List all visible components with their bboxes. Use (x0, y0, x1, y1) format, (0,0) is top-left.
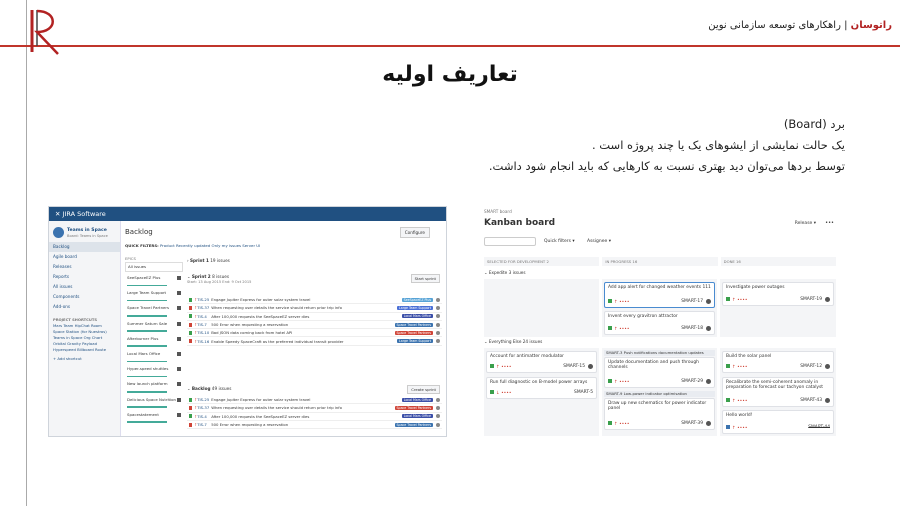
card-title: Run full diagnostic on B-model power arrays (490, 380, 588, 385)
start-sprint-button[interactable]: Start sprint (411, 274, 440, 283)
issue-row[interactable] (187, 329, 442, 337)
epic-checkbox[interactable] (177, 291, 181, 295)
brand-name: راتوسان (850, 20, 892, 31)
card-smart-43[interactable] (722, 377, 834, 407)
issue-key[interactable]: TIS-16 (197, 338, 210, 344)
sprint-1 (187, 257, 442, 267)
issue-summary: After 100,000 requests the SeeSpaceEZ server dies (211, 313, 310, 319)
sidebar-item-5[interactable]: Components (53, 294, 80, 299)
issue-key[interactable]: TIS-25 (197, 297, 210, 303)
epic-progress-bar (127, 406, 167, 408)
shortcuts-title: PROJECT SHORTCUTS (53, 318, 98, 322)
issue-summary: After 100,000 requests the SeeSpaceEZ server dies (211, 413, 310, 419)
priority-icon: ↑ •••• (732, 398, 748, 404)
shortcut-link[interactable]: Space Station (for Nuestros) (53, 329, 107, 334)
priority-icon: ↑ (194, 322, 198, 328)
backlog-name: Backlog (191, 386, 211, 391)
epic-checkbox[interactable] (177, 398, 181, 402)
sprint-2-name: Sprint 2 (191, 274, 211, 279)
r-logo-icon (28, 6, 64, 56)
issue-row[interactable] (187, 321, 442, 329)
card-smart-12[interactable] (722, 351, 834, 373)
issue-row[interactable] (187, 421, 442, 429)
epic-checkbox[interactable] (177, 382, 181, 386)
card-key: SMART-18 (681, 326, 703, 332)
priority-icon: ↑ •••• (732, 425, 748, 431)
backlog-count: 49 issues (211, 386, 232, 391)
brand-header (708, 20, 892, 31)
story-icon (490, 364, 494, 368)
issue-key[interactable]: TIS-10 (197, 330, 210, 336)
story-icon (726, 364, 730, 368)
card-key: SMART-29 (681, 379, 703, 385)
sidebar-item-4[interactable]: All issues (53, 284, 73, 289)
issue-row[interactable] (187, 304, 442, 312)
priority-icon: ↑ (194, 338, 198, 344)
card-smart-5[interactable] (486, 377, 597, 399)
priority-icon: ↑ •••• (614, 299, 630, 305)
epic-progress-bar (127, 300, 167, 302)
epics-header: EPICS (125, 256, 136, 261)
issue-key[interactable]: TIS-25 (197, 397, 210, 403)
epic-checkbox[interactable] (177, 413, 181, 417)
kanban-columns (484, 257, 836, 266)
jira-main (123, 221, 446, 436)
card-title: Invent every gravitron attractor (608, 314, 678, 319)
sidebar-item-6[interactable]: Add-ons (53, 304, 71, 309)
quick-filter-1[interactable]: Recently updated (176, 243, 211, 248)
epic-item[interactable] (125, 411, 183, 426)
epic-progress-bar (127, 285, 167, 287)
card-smart-44[interactable] (722, 410, 834, 434)
issue-summary: 500 Error when requesting a reservation (211, 422, 289, 428)
card-key: SMART-19 (800, 297, 822, 303)
body-line-1: یک حالت نمایشی از ایشوهای یک یا چند پروژه است . (591, 138, 845, 152)
issue-type-icon (189, 331, 192, 335)
epic-badge: Space Travel Partners (396, 405, 431, 410)
issue-summary: Bad JSON data coming back from hotel API (211, 330, 293, 336)
epic-checkbox[interactable] (177, 352, 181, 356)
avatar (706, 379, 711, 384)
avatar (588, 364, 593, 369)
quick-filter-3[interactable]: Server (242, 243, 256, 248)
card-key: SMART-44 (808, 425, 830, 431)
jira-app-title: JIRA Software (62, 210, 106, 218)
epic-badge: Space Travel Partners (396, 422, 431, 427)
avatar (825, 398, 830, 403)
card-title: Draw up new schematics for power indicator panel (608, 401, 707, 412)
card-key: SMART-15 (563, 364, 585, 370)
project-sub: Board: Teams in Space (67, 233, 108, 238)
epic-badge: Local Mars Office (403, 397, 431, 402)
issue-key[interactable]: TIS-4 (197, 313, 207, 319)
story-icon (608, 421, 612, 425)
issue-type-icon (189, 323, 192, 327)
priority-icon: ↑ •••• (732, 364, 748, 370)
issue-row[interactable] (187, 404, 442, 412)
issue-type-icon (189, 398, 192, 402)
priority-icon: ↑ (194, 405, 198, 411)
epic-progress-bar (127, 345, 167, 347)
epic-name: Spacestatement (127, 411, 159, 417)
sprint-2-count: 8 issues (212, 274, 229, 279)
brand-tagline: راهکارهای توسعه سازمانی نوین (708, 20, 841, 31)
story-icon (490, 390, 494, 394)
card-smart-15[interactable] (486, 351, 597, 373)
priority-icon: ↑ •••• (614, 326, 630, 332)
story-icon (608, 299, 612, 303)
term-heading: برد (Board) (783, 117, 845, 131)
avatar (825, 364, 830, 369)
issue-type-icon (189, 306, 192, 310)
header-red-rule (0, 45, 900, 47)
issue-row[interactable] (187, 296, 442, 304)
expedite-selected-area (484, 279, 599, 337)
issue-row[interactable] (187, 396, 442, 404)
slide-title: تعاریف اولیه (382, 62, 518, 87)
epic-checkbox[interactable] (177, 367, 181, 371)
issue-row[interactable] (187, 337, 442, 345)
epic-progress-bar (127, 315, 167, 317)
issue-type-icon (189, 423, 192, 427)
sidebar-item-0[interactable]: Backlog (49, 242, 120, 252)
epic-item[interactable] (125, 289, 183, 304)
assignee-avatar (436, 398, 440, 402)
kanban-breadcrumb[interactable]: SMART board (484, 209, 512, 214)
card-title: Add app alert for changed weather events 111 (608, 285, 711, 290)
epic-name: Summer Saturn Sale (127, 320, 168, 326)
story-icon (726, 297, 730, 301)
swimlane-expedite[interactable]: ⌄ Expedite 3 issues (484, 270, 526, 275)
issue-type-icon (189, 339, 192, 343)
shortcut-link[interactable]: Orbital Gravity Payload (53, 341, 97, 346)
issue-row[interactable] (187, 313, 442, 321)
jira-page-title: Backlog (125, 228, 153, 236)
epic-progress-bar (127, 421, 167, 423)
column-in-progress: IN PROGRESS 16 (602, 257, 717, 266)
brand-separator: | (844, 20, 848, 31)
epic-progress-bar (127, 330, 167, 332)
subtask-parent-smart-3[interactable]: SMART-3 Push notifications documentation updates (604, 350, 715, 356)
priority-icon: ↑ (194, 397, 198, 403)
kanban-board-screenshot (480, 206, 840, 437)
epic-name: Large Team Support (127, 290, 167, 296)
sprint-1-header: › Sprint 1 19 issues (187, 258, 230, 263)
card-title: Recalibrate the semi-coherent anomaly in preparation to forecast our tachyon catalyst (726, 380, 824, 391)
epic-name: Space Travel Partners (127, 305, 170, 311)
epic-badge: Large Team Support (398, 305, 431, 310)
priority-icon: ↑ (194, 413, 198, 419)
avatar (706, 299, 711, 304)
shortcut-link[interactable]: Hyperspeed Billboard Route (53, 347, 107, 352)
project-avatar (53, 227, 64, 238)
epic-checkbox[interactable] (177, 337, 181, 341)
epic-badge: Space Travel Partners (396, 322, 431, 327)
priority-icon: ↑ (194, 313, 198, 319)
card-key: SMART-12 (800, 364, 822, 370)
issue-summary: 500 Error when requesting a reservation (211, 322, 289, 328)
issue-key[interactable]: TIS-4 (197, 413, 207, 419)
epic-badge: SeeSpaceEZ Plus (403, 297, 431, 302)
issue-key[interactable]: TIS-37 (197, 305, 210, 311)
quick-filters-dropdown[interactable]: Quick filters ▾ (544, 239, 575, 244)
assignee-avatar (436, 306, 440, 310)
issue-type-icon (189, 406, 192, 410)
assignee-avatar (436, 406, 440, 410)
backlog-section (187, 385, 442, 429)
assignee-avatar (436, 339, 440, 343)
epic-progress-bar (127, 361, 167, 363)
quick-filters-label: QUICK FILTERS: (125, 243, 159, 248)
priority-icon: ↑ (194, 305, 198, 311)
avatar (706, 326, 711, 331)
epics-panel (125, 255, 183, 426)
jira-backlog-screenshot (48, 206, 447, 437)
issue-summary: Engage Jupiter Express for outer solar system travel (211, 397, 311, 403)
sidebar-item-3[interactable]: Reports (53, 274, 70, 279)
epic-item[interactable] (125, 380, 183, 395)
card-smart-18[interactable] (604, 311, 715, 335)
jira-nav (49, 242, 120, 312)
jira-project (49, 221, 120, 242)
epic-name: SeeSpaceEZ Plus (127, 275, 161, 280)
issue-summary: Enable Speedy SpaceCraft as the preferred individual transit provider (211, 338, 344, 344)
epic-name: Delicious Space Nutrition (127, 396, 177, 402)
jira-sidebar (49, 221, 121, 436)
jira-logo-icon: ✕ (55, 210, 63, 218)
epic-badge: Large Team Support (398, 339, 431, 344)
card-key: SMART-43 (800, 398, 822, 404)
shortcut-link[interactable]: Teams in Space Org Chart (53, 335, 103, 340)
priority-icon: ↑ •••• (614, 421, 630, 427)
epic-badge: Local Mars Office (403, 314, 431, 319)
epic-checkbox[interactable] (177, 306, 181, 310)
epic-name: Hyper-speed shuttles (127, 366, 169, 372)
swimlane-everything-else[interactable]: ⌄ Everything Else 24 issues (484, 339, 543, 344)
kanban-title: Kanban board (484, 218, 556, 228)
sprint-2-dates: Start: 13 Aug 2015 End: 9 Oct 2015 (187, 280, 252, 284)
task-icon (726, 425, 730, 429)
jira-app-bar (49, 207, 446, 221)
assignee-avatar (436, 314, 440, 318)
sidebar-item-2[interactable]: Releases (53, 264, 72, 269)
sprint-2 (187, 273, 442, 346)
card-smart-29[interactable] (604, 357, 715, 388)
assignee-avatar (436, 323, 440, 327)
issue-summary: When requesting user details the service should return prior trip info (211, 405, 342, 411)
quick-filter-2[interactable]: Only my issues (211, 243, 242, 248)
issue-key[interactable]: TIS-7 (197, 322, 207, 328)
jira-shortcuts (49, 323, 120, 353)
slide-body (285, 114, 845, 177)
epic-item[interactable] (125, 350, 183, 365)
epic-checkbox[interactable] (177, 322, 181, 326)
card-title: Update documentation and push through channels (608, 360, 699, 371)
story-icon (608, 326, 612, 330)
card-key: SMART-39 (681, 421, 703, 427)
release-button[interactable]: Release ▾ (794, 221, 816, 226)
priority-icon: ↑ •••• (496, 364, 512, 370)
assignee-avatar (436, 331, 440, 335)
epic-item[interactable] (125, 396, 183, 411)
sprint-1-name: Sprint 1 (190, 258, 209, 263)
column-done: DONE 16 (721, 257, 836, 266)
create-sprint-button[interactable]: Create sprint (407, 385, 440, 394)
story-icon (726, 398, 730, 402)
project-name: Teams in Space (67, 227, 107, 233)
epic-item[interactable] (125, 335, 183, 350)
quick-filter-4[interactable]: UI (256, 243, 261, 248)
quick-filter-0[interactable]: Product (160, 243, 175, 248)
epic-name: Afterburner Plus (127, 335, 159, 341)
issue-type-icon (189, 298, 192, 302)
epic-item[interactable] (125, 320, 183, 335)
sprint-1-count: 19 issues (210, 258, 230, 263)
issue-type-icon (189, 314, 192, 318)
sidebar-item-1[interactable]: Agile board (53, 254, 77, 259)
configure-button[interactable]: Configure (400, 227, 430, 238)
issue-key[interactable]: TIS-37 (197, 405, 210, 411)
assignee-avatar (436, 414, 440, 418)
card-title: Hello world! (726, 413, 753, 418)
card-title: Investigate power outages (726, 285, 785, 290)
issue-summary: Engage Jupiter Express for outer solar system travel (211, 297, 311, 303)
epic-checkbox[interactable] (177, 276, 181, 280)
card-title: Build the solar panel (726, 354, 772, 359)
priority-icon: ↑ (194, 297, 198, 303)
issue-summary: When requesting user details the service should return prior trip info (211, 305, 342, 311)
epic-badge: Space Travel Partners (396, 330, 431, 335)
epic-item[interactable] (125, 274, 183, 289)
epic-name: New launch platform (127, 381, 168, 387)
avatar (825, 297, 830, 302)
epic-item[interactable] (125, 304, 183, 319)
all-issues-epic[interactable]: All issues (125, 262, 183, 272)
card-smart-17[interactable] (604, 282, 715, 308)
sprint-2-avatars (187, 284, 442, 296)
quick-filters (125, 243, 260, 248)
assignee-dropdown[interactable]: Assignee ▾ (587, 239, 611, 244)
epic-name: Local Mars Office (127, 350, 161, 356)
more-icon[interactable]: ••• (825, 220, 834, 226)
issue-type-icon (189, 414, 192, 418)
body-line-2: توسط بردها می‌توان دید بهتری نسبت به کارهایی که باید انجام شود داشت. (488, 159, 845, 173)
assignee-avatar (436, 298, 440, 302)
backlog-header: ⌄ Backlog 49 issues (187, 386, 232, 391)
priority-icon: ↓ •••• (496, 390, 512, 396)
epic-progress-bar (127, 391, 167, 393)
card-smart-19[interactable] (722, 282, 834, 306)
issue-key[interactable]: TIS-7 (197, 422, 207, 428)
column-selected: SELECTED FOR DEVELOPMENT 2 (484, 257, 599, 266)
avatar (706, 421, 711, 426)
card-key: SMART-5 (574, 390, 593, 396)
sprint-2-header: ⌄ Sprint 2 8 issues (187, 274, 229, 279)
epic-badge: Local Mars Office (403, 414, 431, 419)
priority-icon: ↑ (194, 330, 198, 336)
kanban-search-input[interactable] (484, 237, 536, 246)
priority-icon: ↑ •••• (732, 297, 748, 303)
card-title: Account for antimatter modulator (490, 354, 564, 359)
assignee-avatar (436, 423, 440, 427)
add-shortcut-link[interactable]: + Add shortcut (53, 356, 82, 361)
epic-item[interactable] (125, 365, 183, 380)
card-smart-39[interactable] (604, 398, 715, 430)
issue-row[interactable] (187, 413, 442, 421)
priority-icon: ↑ •••• (614, 379, 630, 385)
card-key: SMART-17 (681, 299, 703, 305)
shortcut-link[interactable]: Mars Team HipChat Room (53, 323, 102, 328)
story-icon (608, 379, 612, 383)
epic-progress-bar (127, 376, 167, 378)
subtask-parent-smart-9[interactable]: SMART-9 Low-power indicator optimisation (604, 391, 715, 397)
priority-icon: ↑ (194, 422, 198, 428)
